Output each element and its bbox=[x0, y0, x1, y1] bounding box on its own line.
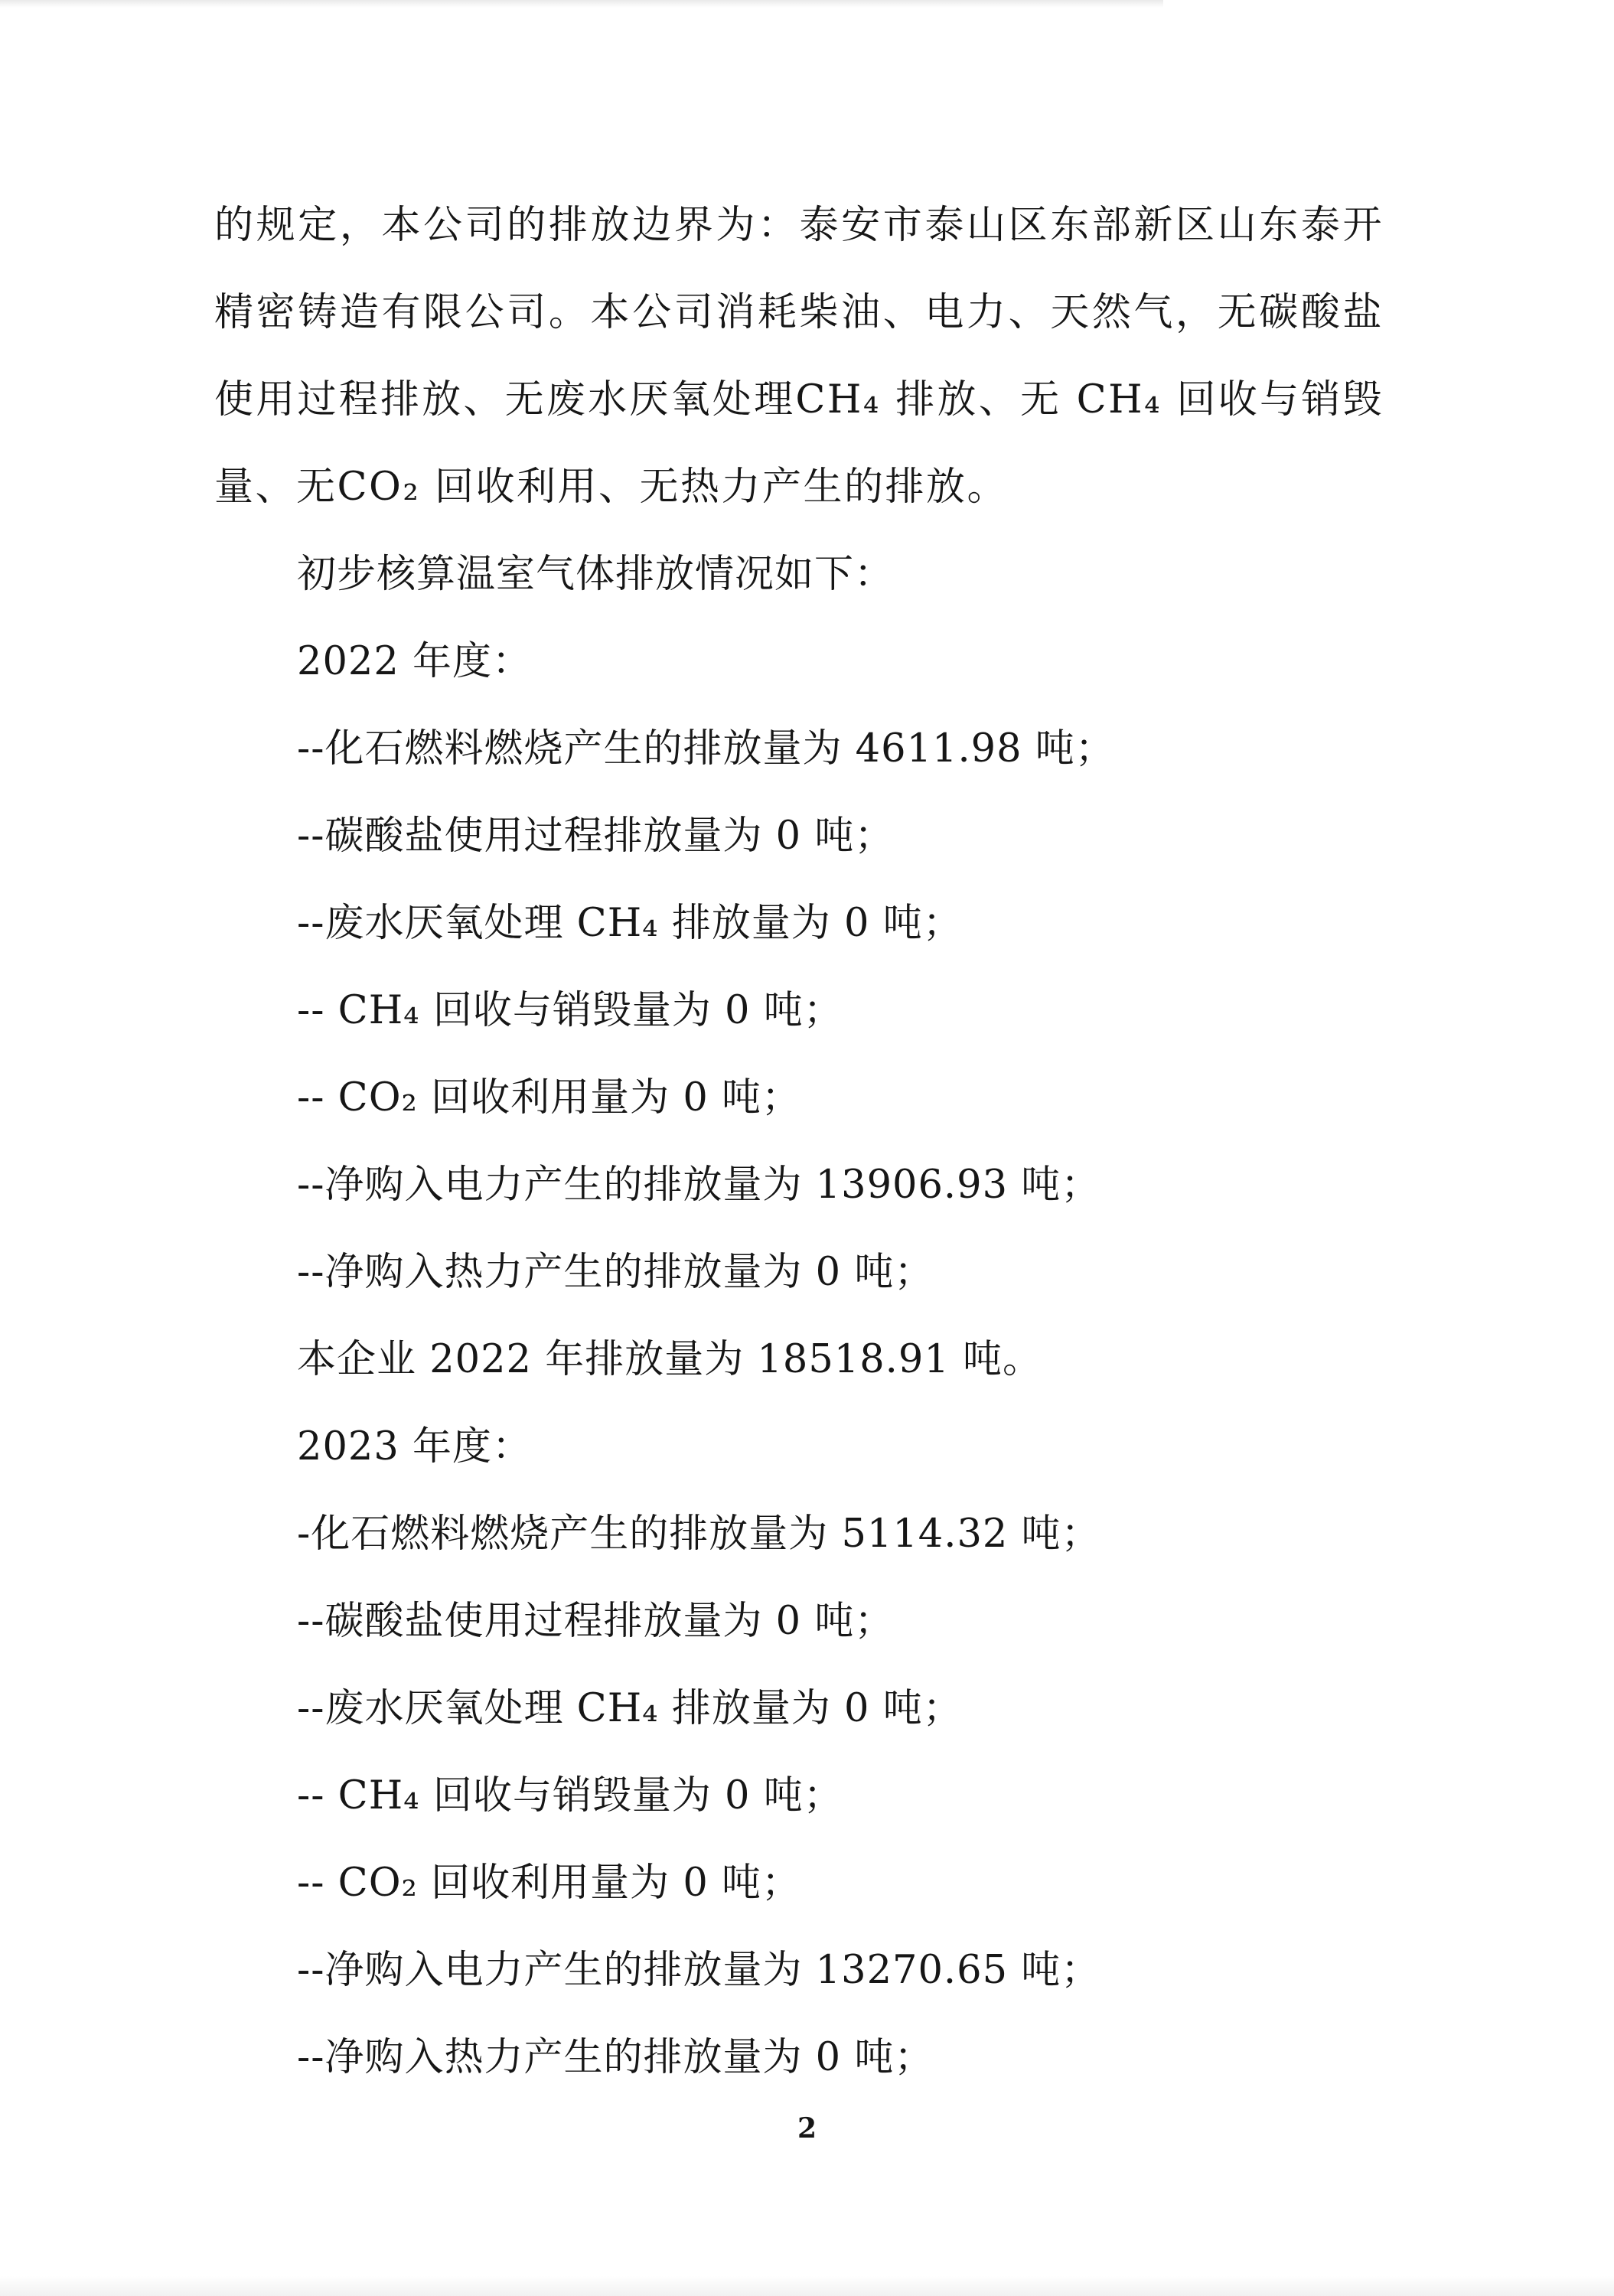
year-2023-heading: 2023 年度： bbox=[297, 1424, 533, 1469]
year-2023-item: --废水厌氧处理 CH₄ 排放量为 0 吨； bbox=[297, 1686, 963, 1731]
year-2022-item: -- CO₂ 回收利用量为 0 吨； bbox=[297, 1075, 802, 1120]
scan-edge-bottom bbox=[0, 2276, 1614, 2296]
year-2023-item: --净购入热力产生的排放量为 0 吨； bbox=[297, 2035, 934, 2080]
year-2023-item: -化石燃料燃烧产生的排放量为 5114.32 吨； bbox=[297, 1512, 1101, 1557]
lead-in-line: 初步核算温室气体排放情况如下： bbox=[297, 552, 895, 597]
year-2023-item: --净购入电力产生的排放量为 13270.65 吨； bbox=[297, 1948, 1101, 1993]
year-2022-item: --净购入热力产生的排放量为 0 吨； bbox=[297, 1250, 934, 1295]
text-block bbox=[214, 182, 1384, 2102]
year-2023-item: -- CH₄ 回收与销毁量为 0 吨； bbox=[297, 1773, 843, 1818]
year-2022-item: --净购入电力产生的排放量为 13906.93 吨； bbox=[297, 1163, 1101, 1208]
scan-edge-top bbox=[0, 0, 1163, 8]
year-2022-item: -- CH₄ 回收与销毁量为 0 吨； bbox=[297, 988, 843, 1033]
page-number: 2 bbox=[797, 2112, 817, 2144]
year-2022-heading: 2022 年度： bbox=[297, 639, 533, 684]
year-2022-total: 本企业 2022 年排放量为 18518.91 吨。 bbox=[297, 1337, 1042, 1382]
year-2023-item: -- CO₂ 回收利用量为 0 吨； bbox=[297, 1861, 802, 1906]
year-2022-item: --碳酸盐使用过程排放量为 0 吨； bbox=[297, 814, 895, 859]
year-2022-item: --化石燃料燃烧产生的排放量为 4611.98 吨； bbox=[297, 726, 1115, 771]
year-2022-item: --废水厌氧处理 CH₄ 排放量为 0 吨； bbox=[297, 901, 963, 946]
year-2023-item: --碳酸盐使用过程排放量为 0 吨； bbox=[297, 1599, 895, 1644]
intro-paragraph: 的规定，本公司的排放边界为：泰安市泰山区东部新区山东泰开精密铸造有限公司。本公司消耗柴油、电力、天然气，无碳酸盐使用过程排放、无废水厌氧处理CH₄ 排放、无 CH₄ 回收与销毁量、无CO₂ 回收利用、无热力产生的排放。 bbox=[214, 203, 1384, 510]
